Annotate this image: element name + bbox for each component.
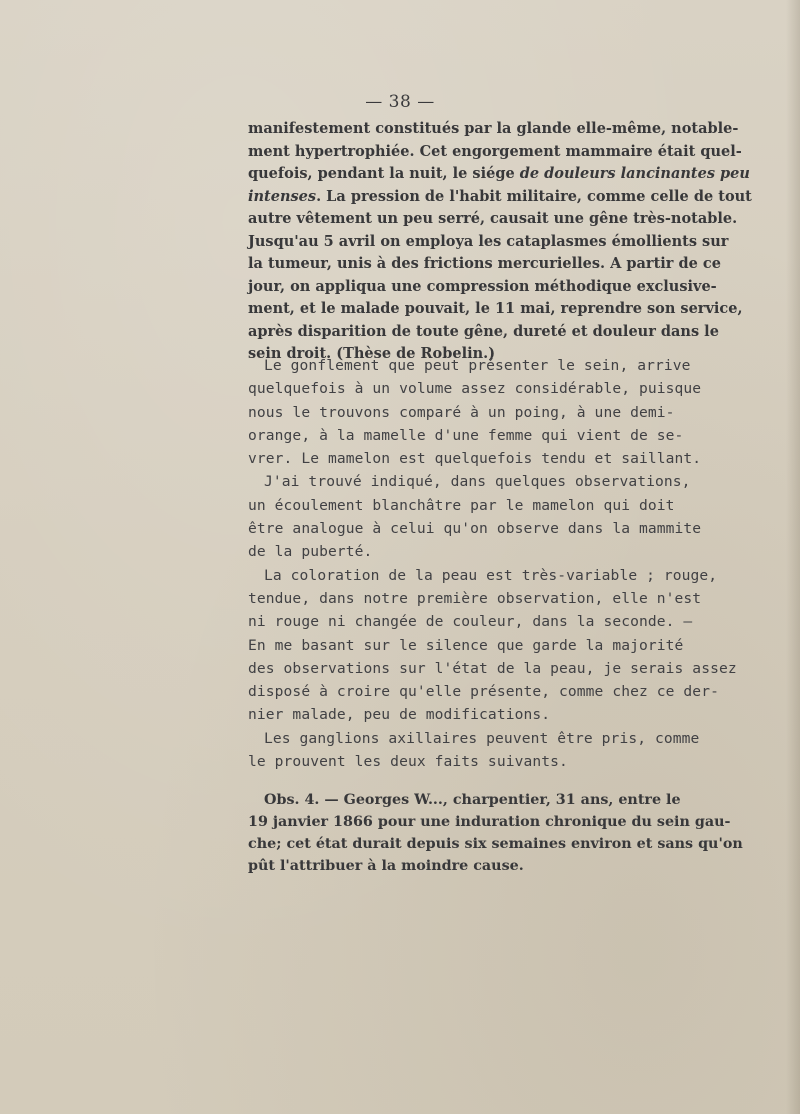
text-line: sein droit. (Thèse de Robelin.)	[248, 345, 496, 362]
continuation-paragraph	[248, 118, 752, 366]
text-line: J'ai trouvé indiqué, dans quelques observations,	[264, 473, 691, 491]
text-line: après disparition de toute gêne, dureté et douleur dans le	[248, 322, 719, 340]
text-line: En me basant sur le silence que garde la majorité	[248, 636, 684, 654]
text-line: pût l'attribuer à la moindre cause.	[248, 858, 524, 874]
observation-paragraph	[248, 789, 743, 877]
text-line: che; cet état durait depuis six semaines environ et sans qu'on	[248, 836, 743, 852]
text-line: La coloration de la peau est très-variable ; rouge,	[264, 566, 718, 584]
text-fragment: quefois, pendant la nuit, le siége	[248, 165, 520, 182]
observation-heading-line: Obs. 4. — Georges W..., charpentier, 31 ans, entre le	[264, 792, 681, 808]
body-text	[248, 354, 737, 773]
text-fragment: . La pression de l'habit militaire, comme celle de tout	[316, 187, 752, 205]
text-line: la tumeur, unis à des frictions mercurielles. A partir de ce	[248, 255, 721, 272]
text-line: orange, à la mamelle d'une femme qui vient de se-	[248, 426, 684, 444]
text-line: vrer. Le mamelon est quelquefois tendu et saillant.	[248, 450, 702, 468]
text-line-with-italic	[248, 163, 750, 186]
text-line: Les ganglions axillaires peuvent être pris, comme	[264, 729, 700, 747]
text-line: de la puberté.	[248, 543, 373, 561]
text-line: Jusqu'au 5 avril on employa les cataplasmes émollients sur	[248, 232, 729, 250]
text-line: tendue, dans notre première observation, elle n'est	[248, 589, 702, 607]
italic-word: intenses	[248, 187, 317, 205]
text-line: nous le trouvons comparé à un poing, à une demi-	[248, 403, 675, 421]
text-line: manifestement constitués par la glande elle-même, notable-	[248, 120, 739, 137]
text-line: 19 janvier 1866 pour une induration chronique du sein gau-	[248, 814, 731, 830]
text-line: ment hypertrophiée. Cet engorgement mammaire était quel-	[248, 142, 742, 160]
italic-phrase: de douleurs lancinantes peu	[519, 165, 750, 182]
text-line: Le gonflement que peut présenter le sein, arrive	[264, 357, 691, 374]
text-line: quelquefois à un volume assez considérable, puisque	[248, 380, 702, 398]
page-edge-shadow	[786, 0, 800, 1114]
text-line: autre vêtement un peu serré, causait une gêne très-notable.	[248, 210, 738, 227]
text-line: un écoulement blanchâtre par le mamelon qui doit	[248, 496, 675, 514]
text-line: le prouvent les deux faits suivants.	[248, 753, 568, 771]
text-line: être analogue à celui qu'on observe dans la mammite	[248, 520, 702, 538]
text-line: jour, on appliqua une compression méthodique exclusive-	[248, 277, 717, 295]
text-line: nier malade, peu de modifications.	[248, 706, 551, 724]
text-line: disposé à croire qu'elle présente, comme chez ce der-	[248, 683, 719, 701]
page-number: — 38 —	[365, 92, 435, 112]
text-line: ment, et le malade pouvait, le 11 mai, reprendre son service,	[248, 300, 743, 317]
text-line: ni rouge ni changée de couleur, dans la seconde. —	[248, 613, 693, 631]
text-line: des observations sur l'état de la peau, je serais assez	[248, 659, 737, 677]
text-line-with-italic	[248, 186, 752, 209]
